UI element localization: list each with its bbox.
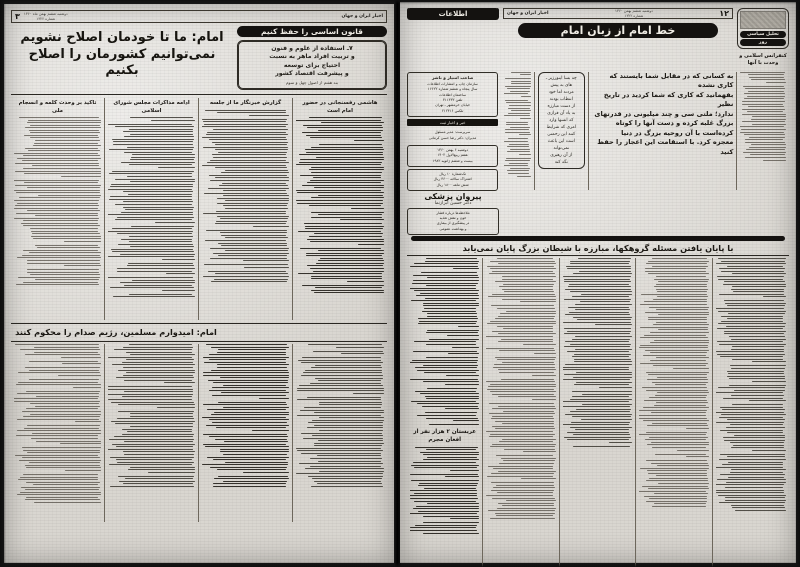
lead-line-6: معجزه کرد. با استقامت این اعجاز را حفظ کنید [597, 138, 734, 156]
feature-line-2: خون و نقش تغذیه [439, 215, 467, 220]
right-lcol-1 [716, 258, 786, 512]
editor-block [407, 128, 498, 143]
deck-byline: بند هفتم از اصول چهل و سوم [285, 80, 339, 86]
left-lcol-4-body [14, 344, 101, 504]
masthead-nameplate: اطلاعات [407, 8, 499, 20]
right-lcol-5-bottom [410, 447, 479, 535]
right-subhead: با پایان یافتن مسئله گروهکها، مبارزه با شیطان بزرگ پایان نمی‌یابد [462, 242, 734, 253]
left-folio-brand: اخبار ایران و جهان [341, 14, 383, 19]
side-quote-11: نمی‌تواند [553, 145, 570, 151]
left-top-plate: قانون اساسی را حفظ کنیم [237, 26, 387, 37]
right-folio-date-1: دوشنبه ششم بهمن ۱۳۶۰ [615, 9, 653, 14]
analysis-kicker: کنفرانس اسلامی و وحدت با آنها [739, 53, 787, 66]
side-quote-box [542, 75, 581, 167]
lead-line-5: کرده‌است با آن روحیه بزرگ در دنیا [621, 128, 734, 137]
feature-line-3: در پیشگیری از بیماری [436, 221, 470, 226]
publisher-line-6: تلکس ۲۱۲۳۱۶ [441, 108, 464, 113]
publisher-line-3: ساختمان اطلاعات [439, 92, 467, 97]
price-block [407, 169, 498, 191]
scan-edge-left [0, 0, 6, 567]
feature-title: پیروان پزشکی [424, 191, 482, 201]
feature-byline: دکتر حسین ابرازنما [434, 200, 472, 206]
right-lcol-3-top [563, 258, 632, 448]
left-folio-date-2: شماره ۱۳۲۲ [36, 16, 56, 21]
left-col-1-body [296, 117, 384, 295]
feature-line-1: ملاحظه‌ها درباره فشار [436, 210, 470, 215]
right-lcol-2 [639, 258, 708, 508]
side-quote-3: مردند اما خود [548, 89, 574, 95]
side-quote-13: نگه کند [554, 160, 568, 166]
bottom-head-1: عربستان ۲ هزار نفر از [413, 428, 477, 435]
side-quote-8: امری که شرایط [546, 124, 576, 130]
left-page-folio [11, 10, 387, 23]
feature-line-4: و بهداشت عمومی [439, 226, 467, 231]
left-page-columns [11, 98, 387, 320]
date-line-1: دوشنبه ۶ بهمن ۱۳۶۰ [437, 147, 469, 152]
deck-line-1: ۷ـ استفاده از علوم و فنون [271, 45, 353, 52]
editor-line-2: مدیران: دکتر رضا حسن کرمانی [428, 135, 477, 140]
lead-line-3: ندارد؛ ملتی سی و چند میلیونی در قدرتهای [594, 109, 734, 118]
publisher-line-2: سال پنجاه و ششم شماره ۱۶۶۲۲ [427, 87, 478, 92]
side-quote-9: کنند این رحمتی [547, 131, 576, 137]
lead-body [592, 72, 734, 158]
date-line-3: بیست و ششم ژانویه ۱۹۸۲ [432, 158, 473, 163]
deck-line-2: و تربیت افراد ماهر به نسبت [269, 53, 355, 61]
left-colhead-1: هاشمی رفسنجانی در حضور امام است [302, 100, 378, 114]
side-quote-6: به یاد آن فرازی [547, 110, 576, 116]
scan-edge-bottom [0, 562, 800, 567]
date-line-2: هفتم ربیع‌الاول ۱۴۰۲ [437, 153, 468, 158]
deck-line-3: احتیاج برای توسعه [283, 61, 341, 69]
left-page-columns-lower [11, 344, 387, 522]
bottom-head-2: افغان مجرم [428, 437, 462, 444]
right-lcol-5-top [410, 258, 479, 426]
right-folio-brand: اخبار ایران و جهان [506, 11, 549, 16]
analysis-badge-1: تحلیل سیاسی [740, 31, 786, 38]
right-upper-col-4 [504, 72, 531, 180]
publisher-line-5: خیابان خرمشهر ـ تهران [435, 103, 471, 108]
side-quote-4: انتظاب بودند [549, 96, 573, 102]
publisher-line-1: سازمان چاپ و انتشارات اطلاعات [427, 81, 478, 86]
left-colhead-2: گزارش خبرنگار ما از جلسه [209, 100, 282, 107]
left-col-4-body [14, 117, 101, 287]
lead-line-2: بفهمانید که کاری که شما کردید در تاریخ نظیر [603, 90, 734, 109]
side-quote-5: از دست مبارزه [547, 103, 576, 109]
left-lcol-2-body [202, 344, 289, 488]
deck-line-4: و پیشرفت اقتصاد کشور [275, 70, 349, 78]
right-page-number: ۱۲ [719, 9, 729, 18]
left-page-number: ۳ [15, 12, 20, 21]
lead-line-1: به کسانی که در مقابل شما بایستند که کاری نشده [609, 71, 734, 90]
side-quote-12: از آن رهبری [550, 153, 573, 159]
left-folio-date-1: دوشنبه ششم بهمن ماه ۱۳۶۰ [23, 12, 68, 17]
price-line-3: شش ماهه ۱۸۰۰ ریال [436, 182, 469, 187]
left-page [4, 4, 394, 563]
right-upper-col-1 [740, 72, 786, 164]
left-colhead-4: تاکید بر وحدت کلمه و انسجام ملی [18, 100, 97, 114]
right-folio-date-2: شماره ۱۳۲۲ [624, 13, 644, 18]
publisher-line-4: تلفن ۳۱۱۳۳۳ [442, 97, 463, 102]
scan-edge-right [795, 0, 800, 567]
publisher-title: صاحب امتیاز و ناشر [431, 74, 474, 80]
right-top-plate: خط امام از زبان امام [518, 23, 718, 38]
left-col-3-body [108, 117, 195, 299]
right-page-folio [503, 8, 733, 19]
side-quote-10: است این باعث [547, 138, 575, 144]
left-lower-headline: امام: امیدوارم مسلمین، رژیم صدام را محکوم کنند [15, 327, 217, 338]
right-page-columns-lower [407, 258, 789, 567]
lead-line-4: بزرگ غلبه کرده و دست آنها را کوتاه [615, 119, 734, 128]
left-lcol-3-body [108, 344, 195, 488]
editor-line-1: سرپرست: مدیر مسئول [434, 130, 471, 135]
side-quote-2: های به پیش [550, 82, 573, 88]
publisher-info-box [407, 72, 498, 118]
right-lcol-4 [486, 258, 555, 520]
left-main-headline: امام: ما تا خودمان اصلاح نشویم نمی‌توانیم کشورمان را اصلاح بکنیم [20, 30, 224, 79]
side-quote-7: که انسها وارد [549, 117, 574, 123]
feature-teaser [407, 208, 499, 236]
price-line-2: اشتراک سالانه ۳۶۰۰ ریال [433, 177, 472, 182]
right-page [400, 2, 796, 563]
scan-edge-top [0, 0, 800, 4]
price-line-1: تک‌شماره ۱۰ ریال [439, 172, 466, 177]
masthead-black-bar: خبر و اخبار ثبت [407, 119, 498, 126]
date-block [407, 145, 498, 167]
analysis-badge-2: روز [740, 39, 786, 46]
left-col-2-body [202, 110, 289, 284]
side-quote-1: چه بسا اینورزیر ـ [545, 75, 577, 81]
left-colhead-3: ادامه مذاکرات مجلس شورای اسلامی [113, 100, 190, 114]
left-lcol-1-body [296, 344, 384, 488]
